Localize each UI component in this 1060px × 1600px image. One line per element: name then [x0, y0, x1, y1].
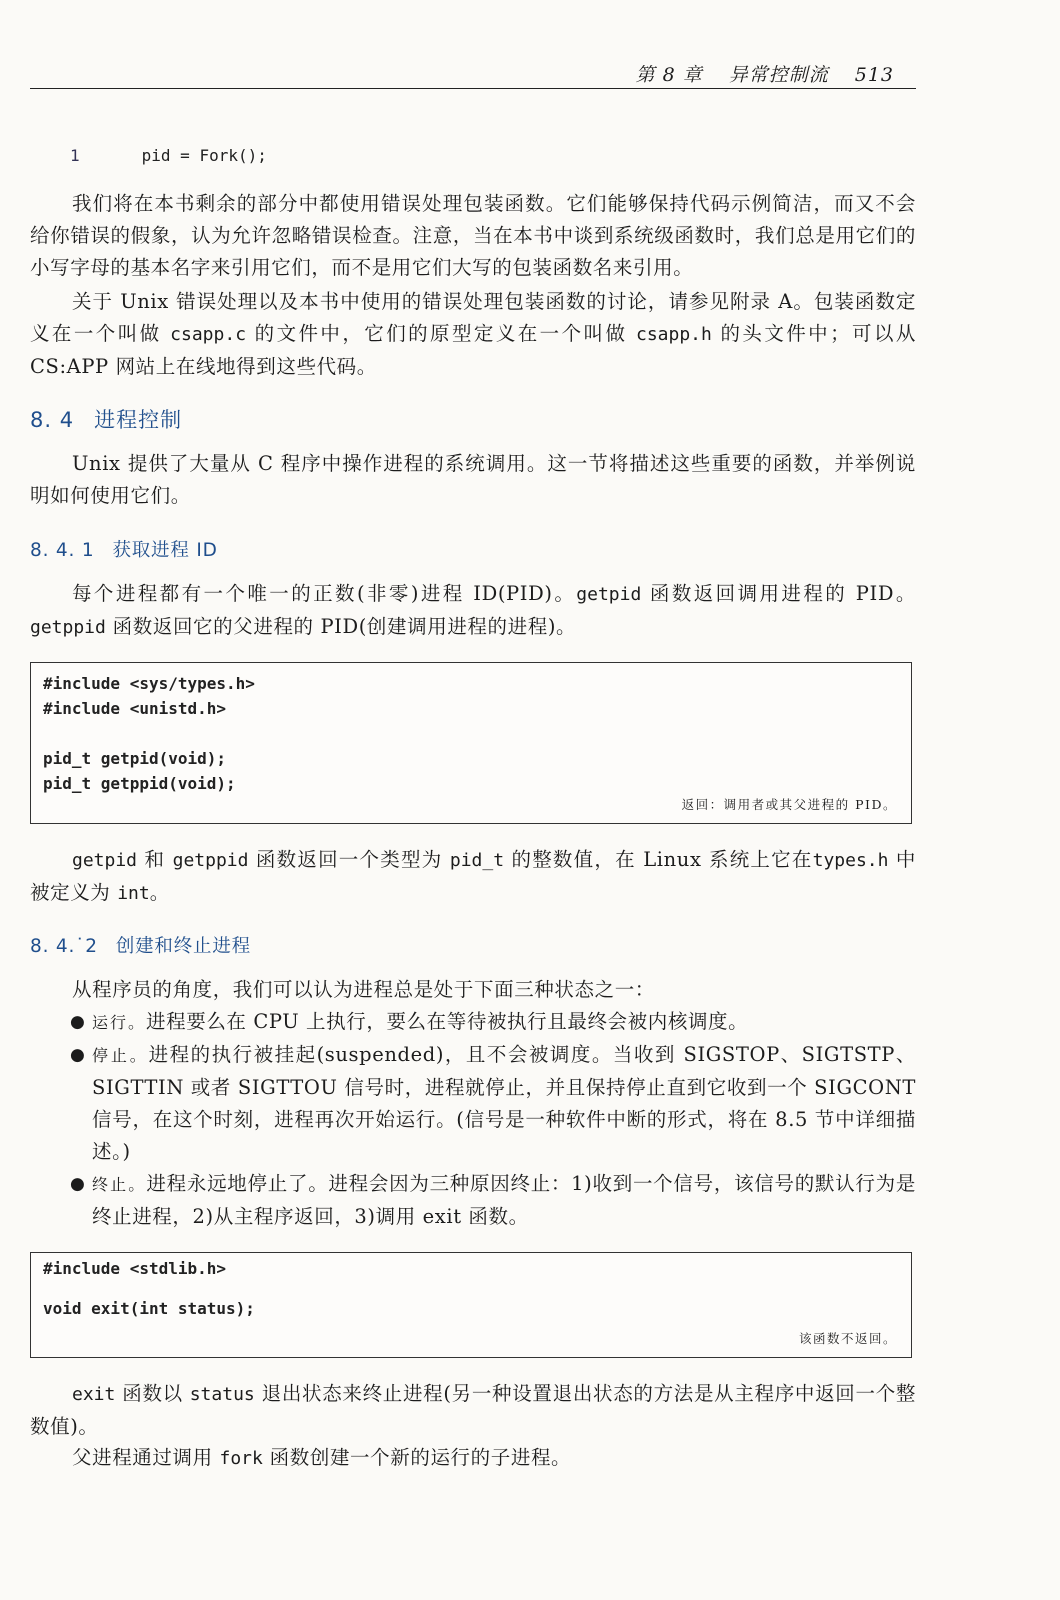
exit-prototype-box: [30, 1252, 912, 1358]
prototype-code: #include <sys/types.h> #include <unistd.h> pid_t getpid(void); pid_t getppid(void);: [43, 674, 255, 793]
bullet-icon: ●: [70, 1045, 86, 1065]
chapter-label: 第 8 章: [635, 64, 703, 86]
text-run: 函数以: [115, 1382, 190, 1405]
text-run: 的文件中，它们的原型定义在一个叫做: [246, 322, 636, 345]
paragraph-wrapper-functions: 我们将在本书剩余的部分中都使用错误处理包装函数。它们能够保持代码示例简洁，而又不会给你错误的假象，认为允许忽略错误检查。注意，当在本书中谈到系统级函数时，我们总是用它们的小写字母的基本名字来引用它们，而不是用它们大写的包装函数名来引用。: [30, 192, 916, 279]
section-heading-8-4-2: [30, 932, 251, 958]
chapter-title: 异常控制流: [728, 64, 829, 86]
inline-code: getpid: [576, 584, 642, 605]
process-states-list: [70, 1006, 916, 1233]
section-title: 创建和终止进程: [115, 936, 251, 957]
code-text: pid = Fork();: [141, 146, 267, 165]
section-heading-8-4: [30, 404, 182, 434]
inline-code: fork: [219, 1448, 263, 1469]
exit-code: #include <stdlib.h> void exit(int status);: [43, 1259, 255, 1318]
section-heading-8-4-1: [30, 536, 218, 562]
text-run: 函数返回它的父进程的 PID(创建调用进程的进程)。: [105, 615, 577, 638]
page-number: 513: [854, 64, 894, 86]
inline-code: pid_t: [449, 850, 505, 871]
section-number: 8. 4. 1: [30, 540, 95, 561]
text-run: 退出状态来终止进程(另一种设置退出状态的方法是从主程序中返回一个整数值)。: [30, 1382, 916, 1438]
state-term: 终止。: [92, 1175, 147, 1194]
text-run: 。: [149, 881, 170, 904]
inline-code: exit: [72, 1384, 116, 1405]
function-prototype-box: [30, 662, 912, 824]
state-term: 运行。: [92, 1013, 147, 1032]
running-head-text: [610, 60, 894, 87]
list-item: [70, 1039, 916, 1168]
paragraph-process-control-intro: Unix 提供了大量从 C 程序中操作进程的系统调用。这一节将描述这些重要的函数，并举例说明如何使用它们。: [30, 452, 916, 507]
bullet-icon: ●: [70, 1174, 86, 1194]
running-header: [30, 58, 916, 89]
text-run: 函数返回一个类型为: [248, 848, 450, 871]
inline-code: getppid: [30, 617, 106, 638]
text-run: 父进程通过调用: [72, 1446, 220, 1469]
paragraph-unix-errors: [30, 286, 916, 383]
inline-code: csapp.c: [170, 324, 247, 345]
code-snippet: [70, 146, 267, 165]
text-run: 的头文件中；可以从 CS:APP 网站上在线地得到这些代码。: [30, 322, 916, 378]
paragraph-pid-type: [30, 844, 916, 910]
text-run: 函数返回调用进程的 PID。: [641, 582, 916, 605]
no-return-note: 该函数不返回。: [798, 1331, 897, 1346]
line-number: 1: [70, 146, 80, 165]
inline-code: status: [189, 1384, 255, 1405]
state-description: 进程要么在 CPU 上执行，要么在等待被执行且最终会被内核调度。: [146, 1010, 749, 1033]
text-run: 的整数值，在 Linux 系统上它在: [504, 848, 813, 871]
inline-code: getpid: [72, 850, 138, 871]
text-run: 和: [137, 848, 173, 871]
return-note: 返回：调用者或其父进程的 PID。: [681, 797, 897, 812]
section-number: 8. 4: [30, 408, 75, 432]
section-number: 8. 4.˙2: [30, 936, 98, 957]
state-term: 停止。: [92, 1046, 149, 1065]
paragraph-pid: [30, 578, 916, 644]
state-description: 进程永远地停止了。进程会因为三种原因终止：1)收到一个信号，该信号的默认行为是终止进程，2)从主程序返回，3)调用 exit 函数。: [92, 1172, 916, 1228]
paragraph-states-intro: 从程序员的角度，我们可以认为进程总是处于下面三种状态之一：: [72, 978, 655, 1001]
section-title: 获取进程 ID: [112, 540, 218, 561]
section-title: 进程控制: [94, 408, 183, 432]
state-description: 进程的执行被挂起(suspended)，且不会被调度。当收到 SIGSTOP、SIGTSTP、SIGTTIN 或者 SIGTTOU 信号时，进程就停止，并且保持停止直到它收到一个 SIGCONT 信号，在这个时刻，进程再次开始运行。(信号是一种软件中断的形式，将在 8.5 节中详细描述。): [92, 1043, 916, 1163]
text-run: 每个进程都有一个唯一的正数(非零)进程 ID(PID)。: [72, 582, 577, 605]
paragraph-fork: [30, 1442, 916, 1475]
text-run: 中被定义为: [30, 848, 916, 904]
text-run: 关于 Unix 错误处理以及本书中使用的错误处理包装函数的讨论，请参见附录 A。包装函数定义在一个叫做: [30, 290, 916, 345]
list-item: [70, 1006, 916, 1039]
paragraph-exit: [30, 1378, 916, 1443]
inline-code: types.h: [812, 850, 889, 871]
inline-code: getppid: [172, 850, 249, 871]
inline-code: int: [117, 883, 150, 904]
list-item: [70, 1168, 916, 1233]
bullet-icon: ●: [70, 1012, 86, 1032]
inline-code: csapp.h: [636, 324, 712, 345]
text-run: 函数创建一个新的运行的子进程。: [262, 1446, 572, 1469]
